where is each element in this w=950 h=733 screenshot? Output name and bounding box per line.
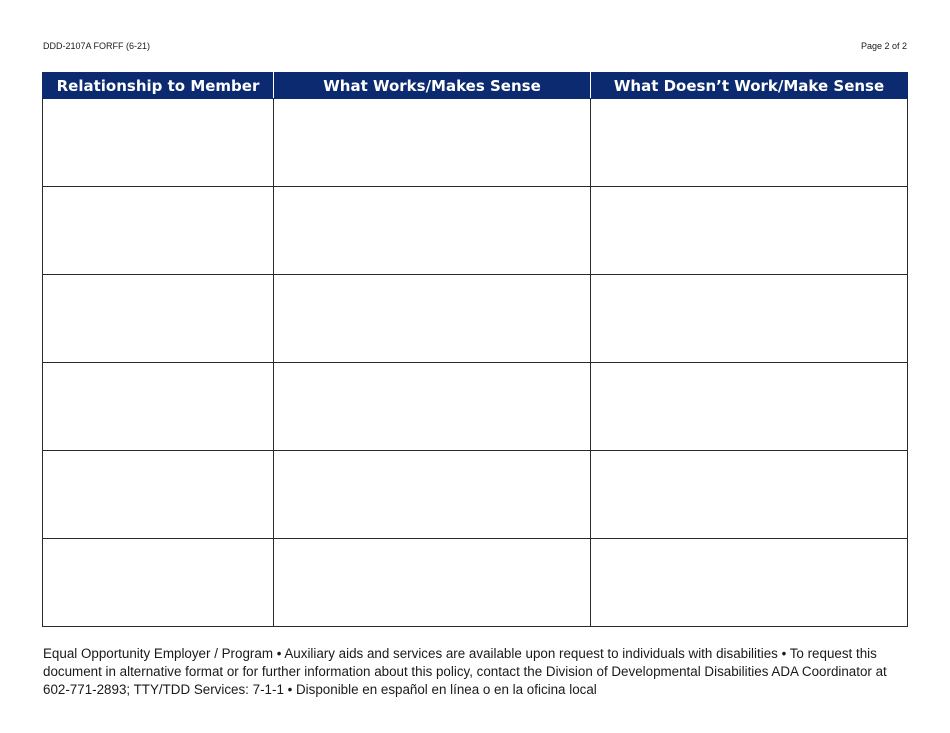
relationship-cell[interactable] (43, 99, 274, 187)
relationship-cell[interactable] (43, 363, 274, 451)
relationship-table (42, 72, 908, 627)
what-works-cell[interactable] (274, 187, 591, 275)
relationship-cell[interactable] (43, 539, 274, 627)
what-doesnt-work-cell[interactable] (591, 275, 908, 363)
column-header-relationship: Relationship to Member (43, 73, 274, 99)
what-doesnt-work-cell[interactable] (591, 363, 908, 451)
table-row (43, 451, 908, 539)
what-doesnt-work-cell[interactable] (591, 539, 908, 627)
relationship-cell[interactable] (43, 275, 274, 363)
column-header-what-works: What Works/Makes Sense (274, 73, 591, 99)
what-doesnt-work-cell[interactable] (591, 187, 908, 275)
what-works-cell[interactable] (274, 451, 591, 539)
what-works-cell[interactable] (274, 363, 591, 451)
relationship-cell[interactable] (43, 451, 274, 539)
table-row (43, 363, 908, 451)
equal-opportunity-notice: Equal Opportunity Employer / Program • Auxiliary aids and services are available upon request to individuals with disabilities • To request this document in alternative format or for further information about this policy, contact the Division of Developmental Disabilities ADA Coordinator at 602-771-2893; TTY/TDD Services: 7-1-1 • Disponible en español en línea o en la oficina local (43, 646, 887, 697)
what-doesnt-work-cell[interactable] (591, 99, 908, 187)
column-header-what-doesnt-work: What Doesn’t Work/Make Sense (591, 73, 908, 99)
page-number: Page 2 of 2 (860, 41, 907, 51)
table-row (43, 99, 908, 187)
relationship-cell[interactable] (43, 187, 274, 275)
table-row (43, 187, 908, 275)
what-works-cell[interactable] (274, 275, 591, 363)
form-number: DDD-2107A FORFF (6-21) (43, 41, 151, 51)
table-row (43, 275, 908, 363)
table-row (43, 539, 908, 627)
table-header-row (43, 73, 908, 99)
what-works-cell[interactable] (274, 539, 591, 627)
what-doesnt-work-cell[interactable] (591, 451, 908, 539)
what-works-cell[interactable] (274, 99, 591, 187)
